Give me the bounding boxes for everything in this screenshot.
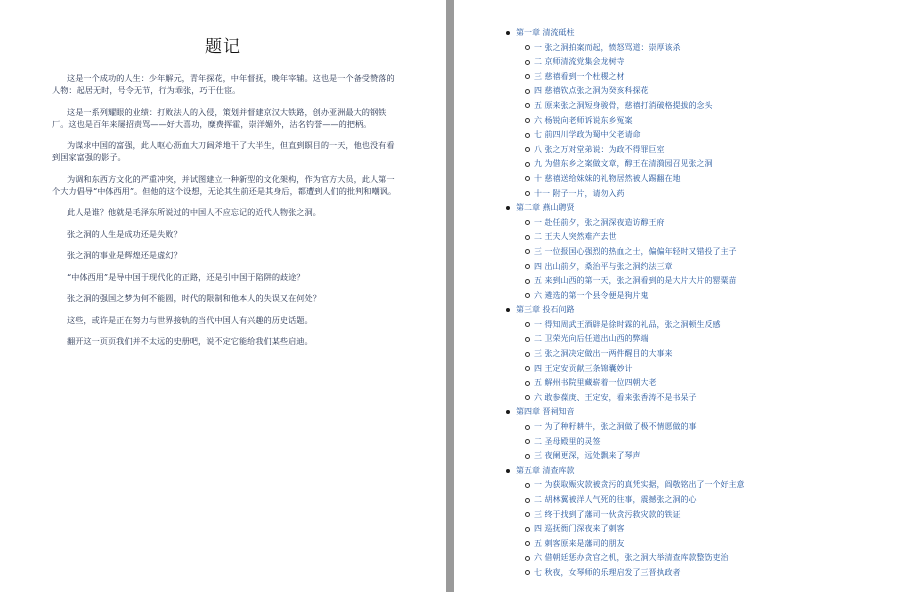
- page-divider: [446, 0, 454, 592]
- circle-bullet-icon: [525, 483, 530, 488]
- toc-chapter-link[interactable]: [506, 303, 896, 318]
- toc-section-link[interactable]: [506, 522, 896, 537]
- preface-paragraph: 这是一个成功的人生：少年解元，青年探花，中年督抚，晚年宰辅。这也是一个备受赞落的人物：起居无时，号令无节，行为乖张，巧于仕宦。: [52, 73, 395, 95]
- section-label: 三 一位报国心强烈的热血之士，偏偏年轻时又错投了主子: [534, 246, 737, 256]
- section-label: 一 得知周武王酒辟是徐时霖的礼品，张之洞顿生反感: [534, 319, 721, 329]
- toc-section-link[interactable]: [506, 449, 896, 464]
- circle-bullet-icon: [525, 176, 530, 181]
- bullet-icon: [506, 469, 510, 473]
- section-label: 八 张之万对堂弟说：为政不得罪巨室: [534, 144, 665, 154]
- section-label: 五 解州书院里藏崭着一位四朝大老: [534, 378, 657, 388]
- section-label: 一 张之洞拍案而起，愤怒骂道：崇厚该杀: [534, 42, 681, 52]
- toc-section-link[interactable]: [506, 41, 896, 56]
- circle-bullet-icon: [525, 556, 530, 561]
- circle-bullet-icon: [525, 337, 530, 342]
- toc-section-link[interactable]: [506, 362, 896, 377]
- circle-bullet-icon: [525, 279, 530, 284]
- chapter-label: 第四章 晋祠知音: [516, 407, 575, 417]
- section-label: 六 借朝廷惩办贪官之机，张之洞大举清查库款整饬吏治: [534, 553, 729, 563]
- section-label: 四 出山前夕，桑治平与张之洞约法三章: [534, 261, 673, 271]
- section-label: 四 王定安贡献三条锦囊妙计: [534, 363, 633, 373]
- toc-section-link[interactable]: [506, 230, 896, 245]
- toc-section-link[interactable]: [506, 551, 896, 566]
- toc-section-link[interactable]: [506, 318, 896, 333]
- toc-chapter-link[interactable]: [506, 26, 896, 41]
- circle-bullet-icon: [525, 264, 530, 269]
- toc-section-link[interactable]: [506, 245, 896, 260]
- preface-paragraph: 张之洞的事业是辉煌还是虚幻？: [67, 250, 182, 260]
- section-label: 十 慈禧送给妹妹的礼物居然被人踢翻在地: [534, 173, 681, 183]
- bullet-icon: [506, 308, 510, 312]
- circle-bullet-icon: [525, 527, 530, 532]
- page-title: 题记: [205, 37, 241, 57]
- toc-section-link[interactable]: [506, 172, 896, 187]
- toc-section-link[interactable]: [506, 508, 896, 523]
- circle-bullet-icon: [525, 147, 530, 152]
- preface-paragraph: 张之洞的人生是成功还是失败？: [67, 228, 182, 239]
- toc-section-link[interactable]: [506, 478, 896, 493]
- circle-bullet-icon: [525, 118, 530, 123]
- section-label: 三 张之洞决定做出一两件醒目的大事来: [534, 349, 673, 359]
- section-label: 一 赴任前夕，张之洞深夜造访醇王府: [534, 217, 665, 227]
- section-label: 二 胡林翼被洋人气死的往事，震撼张之洞的心: [534, 495, 697, 504]
- section-label: 二 卫荣光向后任道出山西的弊端: [534, 334, 649, 344]
- section-label: 一 为了种籽耕牛，张之洞做了极不情愿做的事: [534, 422, 697, 432]
- section-label: 三 夜阑更深，远处飘来了琴声: [534, 451, 641, 461]
- circle-bullet-icon: [525, 439, 530, 444]
- table-of-contents: [506, 26, 896, 581]
- section-label: 四 巡抚衙门深夜来了刺客: [534, 524, 625, 534]
- bullet-icon: [506, 206, 510, 210]
- section-label: 七 秋夜，女琴师的乐理启发了三晋执政者: [534, 567, 681, 577]
- preface-paragraph: 这是一系列耀眼的业绩：打败法人的入侵，策划并督建京汉大铁路，创办亚洲最大的钢铁厂。这也是百年来屡招责骂——好大喜功，糜费挥霍，崇洋媚外，沽名钓誉——的把柄。: [52, 106, 387, 129]
- chapter-label: 第二章 燕山聘贤: [516, 203, 575, 213]
- circle-bullet-icon: [525, 162, 530, 167]
- section-label: 二 王夫人突然难产去世: [534, 232, 617, 242]
- toc-section-link[interactable]: [506, 566, 896, 581]
- circle-bullet-icon: [525, 322, 530, 327]
- circle-bullet-icon: [525, 103, 530, 108]
- toc-section-link[interactable]: [506, 128, 896, 143]
- circle-bullet-icon: [525, 366, 530, 371]
- toc-section-link[interactable]: [506, 347, 896, 362]
- section-label: 一 为获取赈灾款被贪污的真凭实据，阎敬铭出了一个好主意: [534, 480, 745, 490]
- section-label: 六 杨锐向老师诉说东乡冤案: [534, 115, 633, 125]
- section-label: 十一 附子一片，请勿入药: [534, 188, 625, 198]
- toc-section-link[interactable]: [506, 143, 896, 158]
- circle-bullet-icon: [525, 498, 530, 503]
- circle-bullet-icon: [525, 541, 530, 546]
- circle-bullet-icon: [525, 74, 530, 79]
- circle-bullet-icon: [525, 381, 530, 386]
- toc-section-link[interactable]: [506, 376, 896, 391]
- circle-bullet-icon: [525, 133, 530, 138]
- preface-paragraph: 此人是谁？他就是毛泽东所说过的中国人不应忘记的近代人物张之洞。: [67, 207, 321, 217]
- section-label: 九 为借东乡之案做文章，醇王在清漪园召见张之洞: [534, 159, 713, 169]
- toc-section-link[interactable]: [506, 99, 896, 114]
- circle-bullet-icon: [525, 395, 530, 400]
- chapter-label: 第一章 清流砥柱: [516, 28, 575, 37]
- section-label: 六 敢参葆庚、王定安，看来张香涛不是书呆子: [534, 392, 697, 402]
- circle-bullet-icon: [525, 191, 530, 196]
- preface-paragraph: 翻开这一页页我们并不太远的史册吧，说不定它能给我们某些启迪。: [67, 336, 313, 346]
- preface-paragraph: “中体西用”是导中国于现代化的正路，还是引中国于陷阱的歧途？: [67, 271, 305, 282]
- left-page: [0, 0, 446, 592]
- circle-bullet-icon: [525, 512, 530, 517]
- toc-section-link[interactable]: [506, 216, 896, 231]
- toc-section-link[interactable]: [506, 493, 896, 508]
- bullet-icon: [506, 410, 510, 414]
- preface-paragraph: 为谋求中国的富强，此人呕心沥血大刀阔斧地干了大半生，但直到瞑目的一天，他也没有看到国家富强的影子。: [52, 140, 395, 162]
- toc-section-link[interactable]: [506, 332, 896, 347]
- section-label: 四 慈禧钦点张之洞为癸亥科探花: [534, 86, 649, 96]
- circle-bullet-icon: [525, 454, 530, 459]
- section-label: 五 来到山西的第一天，张之洞看到的是大片大片的罂粟苗: [534, 276, 737, 286]
- circle-bullet-icon: [525, 60, 530, 65]
- toc-section-link[interactable]: [506, 84, 896, 99]
- section-label: 六 遴选的第一个县令便是狗片鬼: [534, 290, 649, 300]
- circle-bullet-icon: [525, 235, 530, 240]
- toc-chapter-link[interactable]: [506, 201, 896, 216]
- toc-chapter-link[interactable]: [506, 405, 896, 420]
- toc-section-link[interactable]: [506, 260, 896, 275]
- preface-body: [52, 72, 398, 357]
- toc-section-link[interactable]: [506, 157, 896, 172]
- toc-section-link[interactable]: [506, 187, 896, 202]
- chapter-label: 第三章 投石问路: [516, 305, 575, 315]
- toc-section-link[interactable]: [506, 55, 896, 70]
- toc-chapter-link[interactable]: [506, 464, 896, 479]
- circle-bullet-icon: [525, 249, 530, 254]
- toc-section-link[interactable]: [506, 70, 896, 85]
- chapter-label: 第五章 清查库款: [516, 465, 575, 475]
- circle-bullet-icon: [525, 570, 530, 575]
- circle-bullet-icon: [525, 89, 530, 94]
- circle-bullet-icon: [525, 45, 530, 50]
- circle-bullet-icon: [525, 293, 530, 298]
- section-label: 三 终于找到了藩司一伙贪污救灾款的铁证: [534, 509, 681, 519]
- right-page: [454, 0, 900, 592]
- circle-bullet-icon: [525, 352, 530, 357]
- section-label: 三 慈禧看到一个杜稷之材: [534, 71, 625, 81]
- toc-section-link[interactable]: [506, 391, 896, 406]
- bullet-icon: [506, 31, 510, 35]
- section-label: 七 前四川学政为蜀中父老请命: [534, 130, 641, 140]
- section-label: 二 京师清流党集会龙树寺: [534, 57, 625, 67]
- circle-bullet-icon: [525, 425, 530, 430]
- preface-paragraph: 这些，或许是正在努力与世界接轨的当代中国人有兴趣的历史话题。: [67, 314, 313, 325]
- section-label: 五 刺客原来是藩司的朋友: [534, 538, 625, 548]
- preface-paragraph: 张之洞的强国之梦为何不能圆，时代的限制和他本人的失误又在何处？: [67, 293, 321, 303]
- toc-section-link[interactable]: [506, 420, 896, 435]
- preface-paragraph: 为调和东西方文化的严重冲突，并试图建立一种新型的文化架构，作为官方大员，此人第一个大力倡导“中体西用”。但他的这个设想，无论其生前还是其身后，都遭到人们的批判和嘲讽。: [52, 173, 397, 196]
- toc-section-link[interactable]: [506, 537, 896, 552]
- toc-section-link[interactable]: [506, 435, 896, 450]
- section-label: 二 圣母殿里的灵签: [534, 436, 601, 446]
- toc-section-link[interactable]: [506, 289, 896, 304]
- toc-section-link[interactable]: [506, 114, 896, 129]
- circle-bullet-icon: [525, 220, 530, 225]
- toc-section-link[interactable]: [506, 274, 896, 289]
- section-label: 五 原来张之洞短身骏骨，慈禧打消破格提拔的念头: [534, 100, 713, 110]
